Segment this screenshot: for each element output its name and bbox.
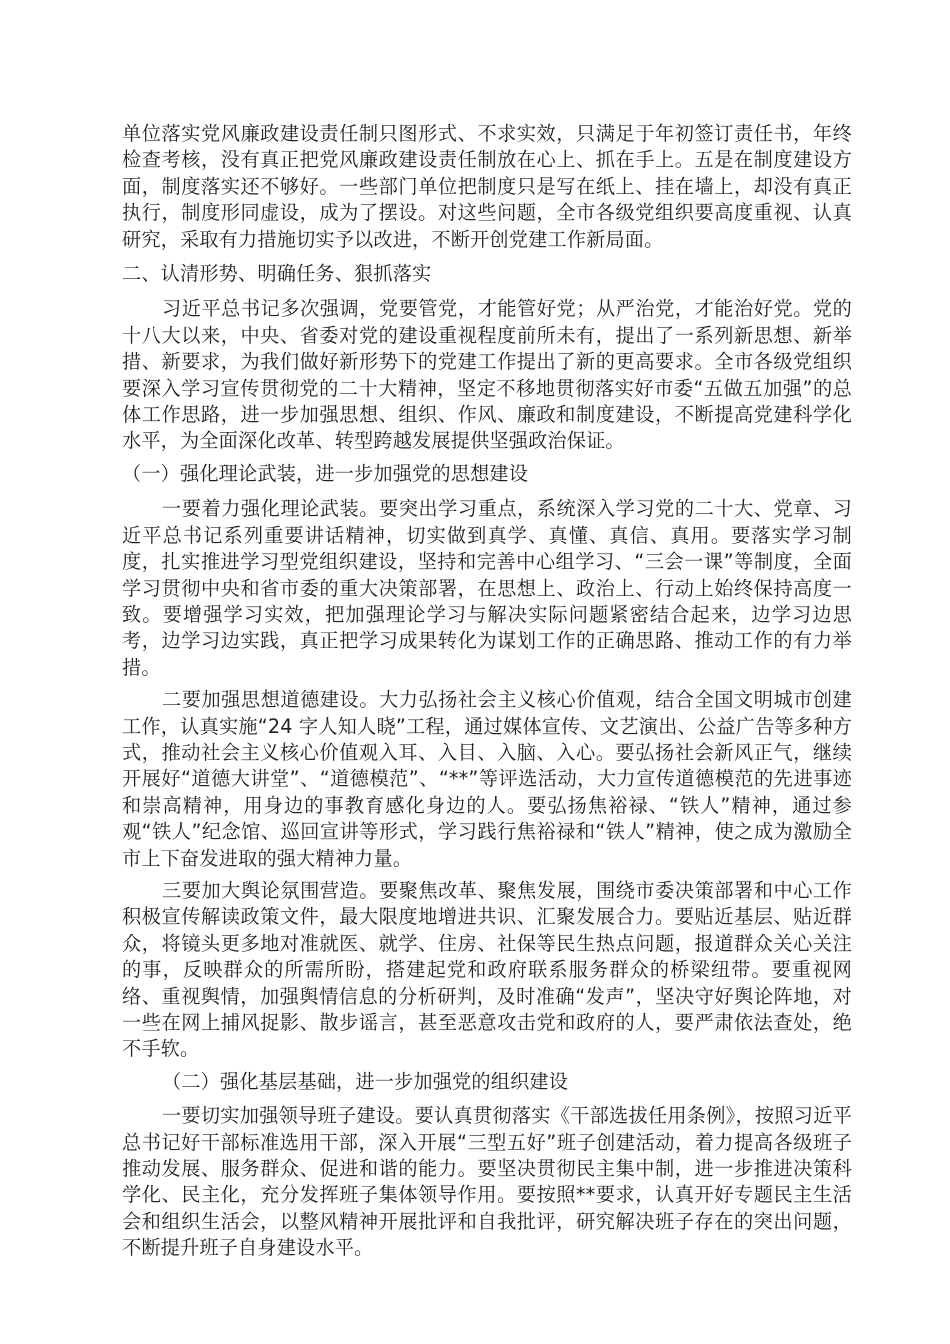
paragraph-continuation: 单位落实党风廉政建设责任制只图形式、不求实效，只满足于年初签订责任书，年终检查考核，没有真正把党风廉政建设责任制放在心上、抓在手上。五是在制度建设方面，制度落实还不够好。一些部门单位把制度只是写在纸上、挂在墙上，却没有真正执行，制度形同虚设，成为了摆设。对这些问题，全市各级党组织要高度重视、认真研究，采取有力措施切实予以改进，不断开创党建工作新局面。 (122, 122, 852, 251)
paragraph-leadership: 一要切实加强领导班子建设。要认真贯彻落实《干部选拔任用条例》，按照习近平总书记好干部标准选用干部，深入开展“三型五好”班子创建活动，着力提高各级班子推动发展、服务群众、促进和谐的能力。要坚决贯彻民主集中制，进一步推进决策科学化、民主化，充分发挥班子集体领导作用。要按照**要求，认真开好专题民主生活会和组织生活会，以整风精神开展批评和自我批评，研究解决班子存在的突出问题，不断提升班子自身建设水平。 (122, 1104, 852, 1260)
paragraph-intro: 习近平总书记多次强调，党要管党，才能管好党；从严治党，才能治好党。党的十八大以来，中央、省委对党的建设重视程度前所未有，提出了一系列新思想、新举措、新要求，为我们做好新形势下的党建工作提出了新的更高要求。全市各级党组织要深入学习宣传贯彻党的二十大精神，坚定不移地贯彻落实好市委“五做五加强”的总体工作思路，进一步加强思想、组织、作风、廉政和制度建设，不断提高党建科学化水平，为全面深化改革、转型跨越发展提供坚强政治保证。 (122, 297, 852, 453)
subsection-heading-1: （一）强化理论武装，进一步加强党的思想建设 (122, 461, 529, 485)
subsection-heading-2: （二）强化基层基础，进一步加强党的组织建设 (162, 1069, 569, 1093)
document-page (122, 121, 852, 1268)
section-heading-2: 二、认清形势、明确任务、狠抓落实 (122, 262, 432, 286)
paragraph-morality: 二要加强思想道德建设。大力弘扬社会主义核心价值观，结合全国文明城市创建工作，认真实施“24 字人知人晓”工程，通过媒体宣传、文艺演出、公益广告等多种方式，推动社会主义核心价值观入耳、入目、入脑、入心。要弘扬社会新风正气，继续开展好“道德大讲堂”、“道德模范”、“**”等评选活动，大力宣传道德模范的先进事迹和崇高精神，用身边的事教育感化身边的人。要弘扬焦裕禄、“铁人”精神，通过参观“铁人”纪念馆、巡回宣讲等形式，学习践行焦裕禄和“铁人”精神，使之成为激励全市上下奋发进取的强大精神力量。 (122, 688, 852, 870)
paragraph-theory: 一要着力强化理论武装。要突出学习重点，系统深入学习党的二十大、党章、习近平总书记系列重要讲话精神，切实做到真学、真懂、真信、真用。要落实学习制度，扎实推进学习型党组织建设，坚持和完善中心组学习、“三会一课”等制度，全面学习贯彻中央和省市委的重大决策部署，在思想上、政治上、行动上始终保持高度一致。要增强学习实效，把加强理论学习与解决实际问题紧密结合起来，边学习边思考，边学习边实践，真正把学习成果转化为谋划工作的正确思路、推动工作的有力举措。 (122, 497, 852, 679)
paragraph-public-opinion: 三要加大舆论氛围营造。要聚焦改革、聚焦发展，围绕市委决策部署和中心工作积极宣传解读政策文件，最大限度地增进共识、汇聚发展合力。要贴近基层、贴近群众，将镜头更多地对准就医、就学、住房、社保等民生热点问题，报道群众关心关注的事，反映群众的所需所盼，搭建起党和政府联系服务群众的桥梁纽带。要重视网络、重视舆情，加强舆情信息的分析研判，及时准确“发声”，坚决守好舆论阵地，对一些在网上捕风捉影、散步谣言，甚至恶意攻击党和政府的人，要严肃依法查处，绝不手软。 (122, 878, 852, 1061)
